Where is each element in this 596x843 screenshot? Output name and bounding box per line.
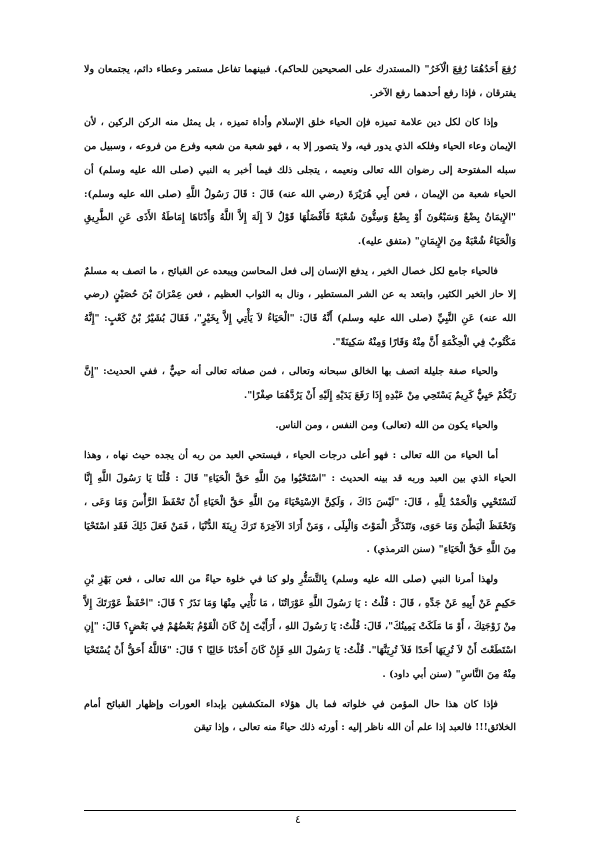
paragraph-6 bbox=[84, 444, 516, 563]
footer-divider bbox=[84, 810, 516, 811]
paragraph-2 bbox=[84, 111, 516, 253]
page-number: ٤ bbox=[295, 813, 301, 826]
paragraph-3 bbox=[84, 260, 516, 355]
body-text bbox=[84, 58, 516, 746]
paragraph-8 bbox=[84, 693, 516, 740]
paragraph-text: ولهذا أمرنا النبي (صلى الله عليه وسلم) بِالتَّسَتُّرِ ولو كنا في خلوة حياءً من الله تعالى ، فعن بَهْزِ بْنِ حَكِيمٍ عَنْ أَبِيهِ عَنْ جَدِّهِ ، قَالَ : قُلْتُ : يَا رَسُولَ اللَّهِ عَوْرَاتُنَا ، مَا نَأْتِي مِنْهَا وَمَا نَذَرُ ؟ قَالَ: "احْفَظْ عَوْرَتَكَ إِلاَّ مِنْ زَوْجَتِكَ ، أَوْ مَا مَلَكَتْ يَمِينُكَ"، قَالَ: قُلْتُ: يَا رَسُولَ اللهِ ، أَرَأَيْتَ إِنْ كَانَ الْقَوْمُ بَعْضُهُمْ فِي بَعْضٍ؟ قَالَ: "إِنِ اسْتَطَعْتَ أَنْ لاَ تُرِيَهَا أَحَدًا فَلاَ تُرِيَنَّهَا". قُلْتُ: يَا رَسُولَ اللهِ فَإِنْ كَانَ أَحَدُنَا خَالِيًا ؟ قَالَ: "فَاللَّهُ أَحَقُّ أَنْ يُسْتَحْيَا مِنْهُ مِنَ النَّاسِ" (سنن أبي داود) . bbox=[84, 574, 516, 680]
paragraph-1 bbox=[84, 58, 516, 105]
paragraph-4 bbox=[84, 360, 516, 407]
paragraph-text: رُفِعَ أَحَدُهُمَا رُفِعَ الْآخَرُ" (المستدرك على الصحيحين للحاكم). فبينهما تفاعل مستمر وعطاء دائم، يجتمعان ولا يفترقان ، فإذا رفع أحدهما رفع الآخر. bbox=[84, 64, 516, 99]
paragraph-text: فالحياء جامع لكل خصال الخير ، يدفع الإنسان إلى فعل المحاسن ويبعده عن القبائح ، ما اتصف به مسلمٌ إلا حاز الخير الكثير، وابتعد به عن الشر المستطير ، ونال به الثواب العظيم ، فعن عِمْرَانَ بْنَ حُصَيْنٍ (رضي الله عنه) عَنِ النَّبِيِّ (صلى الله عليه وسلم) أَنَّهُ قَالَ: "الْحَيَاءُ لاَ يَأْتِي إِلاَّ بِخَيْرٍ"، فَقَالَ بُشَيْرُ بْنُ كَعْبٍ: "إِنَّهُ مَكْتُوبٌ فِي الْحِكْمَةِ أَنَّ مِنْهُ وَقَارًا وَمِنْهُ سَكِينَةً". bbox=[84, 265, 516, 348]
paragraph-text: وإذا كان لكل دين علامة تميزه فإن الحياء خلق الإسلام وأداة تميزه ، بل يمثل منه الركن الركين ، لأن الإيمان وعاء الحياء وفلكه الذي يدور فيه، ولا يتصور إلا به ، فهو شعبة من شعبه وفرع من فروعه ، وسبيل من سبله المفتوحة إلى رضوان الله تعالى ونعيمه ، يتجلى ذلك فيما أخبر به النبي (صلى الله عليه وسلم) أن الحياء شعبة من الإيمان ، فعن أَبِي هُرَيْرَةَ (رضي الله عنه) قَالَ : قَالَ رَسُولُ اللَّهِ (صلى الله عليه وسلم): "الإِيمَانُ بِضْعٌ وَسَبْعُونَ أَوْ بِضْعٌ وَسِتُّونَ شُعْبَةً فَأَفْضَلُهَا قَوْلُ لاَ إِلَهَ إِلاَّ اللَّهُ وَأَدْنَاهَا إِمَاطَةُ الأَذَى عَنِ الطَّرِيقِ وَالْحَيَاءُ شُعْبَةٌ مِنَ الإِيمَانِ" (متفق عليه). bbox=[84, 117, 516, 247]
paragraph-5 bbox=[84, 414, 516, 438]
paragraph-lead-heading: أما الحياء من الله تعالى : bbox=[392, 449, 499, 461]
paragraph-7 bbox=[84, 568, 516, 687]
paragraph-text: فإذا كان هذا حال المؤمن في خلواته فما بال هؤلاء المتكشفين بإبداء العورات وإظهار القبائح أمام الخلائق!!! فالعبد إذا علم أن الله ناظر إليه : أورثه ذلك حياءً منه تعالى ، وإذا تيقن bbox=[84, 698, 516, 734]
paragraph-text: والحياء يكون من الله (تعالى) ومن النفس ، ومن الناس. bbox=[275, 419, 498, 431]
paragraph-text: والحياء صفة جليلة اتصف بها الخالق سبحانه وتعالى ، فمن صفاته تعالى أنه حييٌّ ، ففي الحديث: "إِنَّ رَبَّكُمْ حَيِيٌّ كَرِيمٌ يَسْتَحِي مِنْ عَبْدِهِ إِذَا رَفَعَ يَدَيْهِ إِلَيْهِ أَنْ يَرُدَّهُمَا صِفْرًا". bbox=[84, 366, 516, 402]
paragraph-text: فهو أعلى درجات الحياء ، فيستحي العبد من ربه أن يجده حيث نهاه ، وهذا الحياء الذي بين العبد وربه قد بينه الحديث : "اسْتَحْيُوا مِنَ اللَّهِ حَقَّ الْحَيَاءِ" قَالَ : قُلْنَا يَا رَسُولَ اللَّهِ إِنَّا لَنَسْتَحْيِي وَالْحَمْدُ لِلَّهِ ، قَالَ: "لَيْسَ ذَاكَ ، وَلَكِنَّ الاِسْتِحْيَاءَ مِنَ اللَّهِ حَقَّ الْحَيَاءِ أَنْ تَحْفَظَ الرَّأْسَ وَمَا وَعَى ، وَتَحْفَظَ الْبَطْنَ وَمَا حَوَى، وَتَتَذَكَّرَ الْمَوْتَ وَالْبِلَى ، وَمَنْ أَرَادَ الآخِرَةَ تَرَكَ زِينَةَ الدُّنْيَا ، فَمَنْ فَعَلَ ذَلِكَ فَقَدِ اسْتَحْيَا مِنَ اللَّهِ حَقَّ الْحَيَاءِ" (سنن الترمذي) . bbox=[84, 449, 516, 556]
